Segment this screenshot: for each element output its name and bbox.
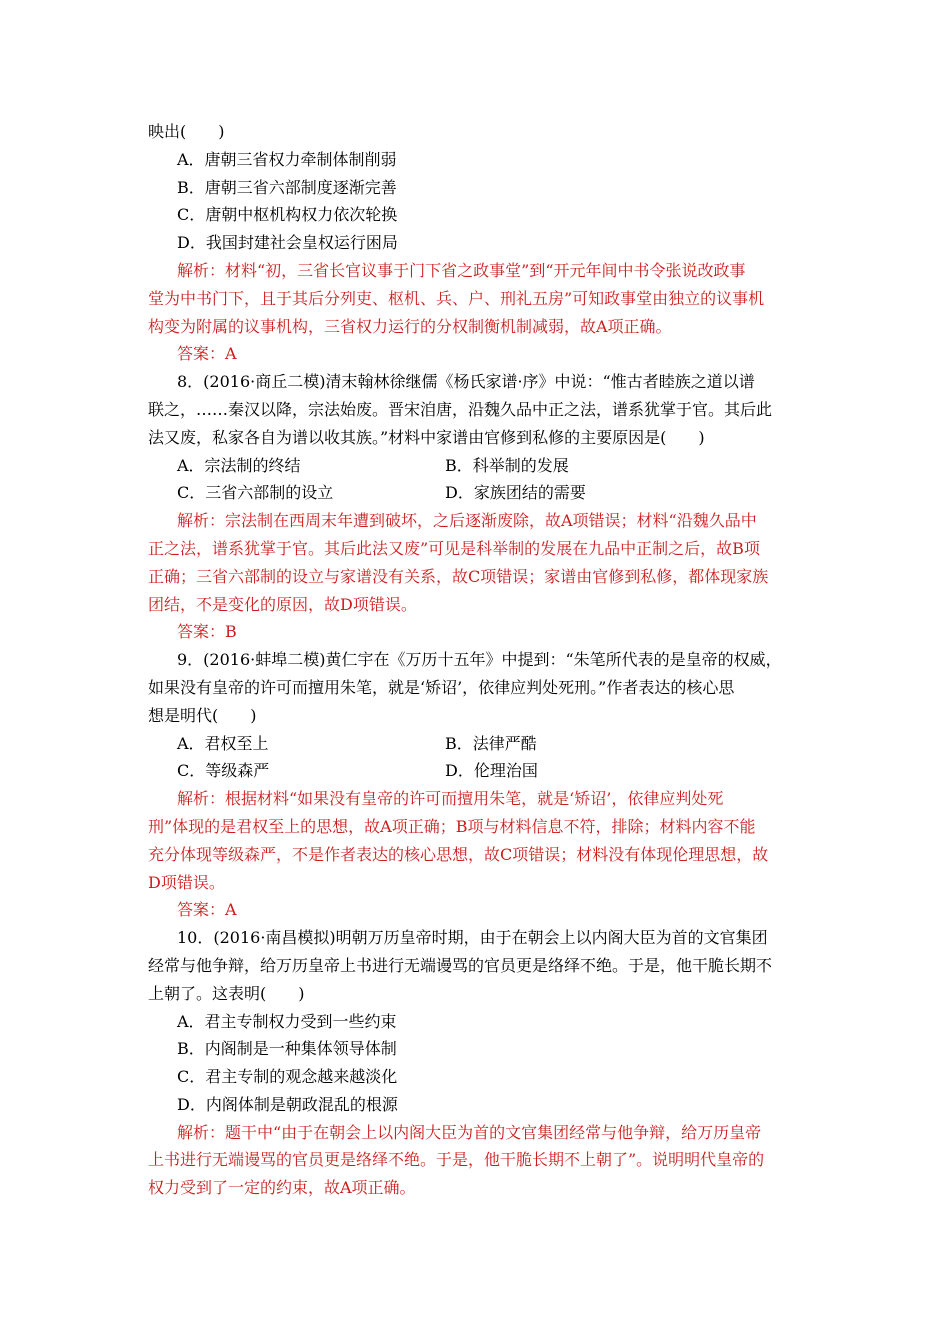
option-d: D．我国封建社会皇权运行困局 (177, 233, 398, 253)
option-a: A．宗法制的终结 (177, 455, 301, 475)
document-page (148, 118, 808, 1202)
analysis-line: 团结，不是变化的原因，故D项错误。 (148, 594, 417, 614)
analysis-line: 正确；三省六部制的设立与家谱没有关系，故C项错误；家谱由官修到私修，都体现家族 (148, 566, 769, 586)
option-b: B．唐朝三省六部制度逐渐完善 (177, 177, 397, 197)
option-a: A．唐朝三省权力牵制体制削弱 (177, 149, 397, 169)
question-10 (148, 924, 808, 1202)
option-row (148, 757, 808, 785)
option-d: D．家族团结的需要 (445, 483, 586, 503)
analysis-line: 正之法，谱系犹掌于官。其后此法又废”可见是科举制的发展在九品中正制之后，故B项 (148, 538, 760, 558)
analysis-line: 刑”体现的是君权至上的思想，故A项正确；B项与材料信息不符，排除；材料内容不能 (148, 816, 756, 836)
question-8 (148, 368, 808, 646)
option-b: B．科举制的发展 (445, 455, 569, 475)
option-c: C．等级森严 (177, 761, 270, 781)
analysis-line: 充分体现等级森严，不是作者表达的核心思想，故C项错误；材料没有体现伦理思想，故 (148, 844, 769, 864)
analysis-line: 解析：根据材料“如果没有皇帝的许可而擅用朱笔，就是‘矫诏’，依律应判处死 (177, 789, 724, 809)
option-row (148, 479, 808, 507)
answer: 答案：A (177, 344, 237, 364)
option-d: D．内阁体制是朝政混乱的根源 (177, 1094, 398, 1114)
option-a: A．君权至上 (177, 733, 269, 753)
analysis-line: 上书进行无端谩骂的官员更是络绎不绝。于是，他干脆长期不上朝了”。说明明代皇帝的 (148, 1150, 765, 1170)
question-stem-line: 法又废，私家各自为谱以收其族。”材料中家谱由官修到私修的主要原因是( ) (148, 427, 705, 447)
analysis-line: 权力受到了一定的约束，故A项正确。 (148, 1178, 416, 1198)
question-stem-line: 10．(2016·南昌模拟)明朝万历皇帝时期，由于在朝会上以内阁大臣为首的文官集团 (177, 928, 768, 948)
option-row (148, 452, 808, 480)
question-stem-line: 经常与他争辩，给万历皇帝上书进行无端谩骂的官员更是络绎不绝。于是，他干脆长期不 (148, 955, 773, 975)
option-row (148, 730, 808, 758)
analysis-line: D项错误。 (148, 872, 225, 892)
question-stem-line: 如果没有皇帝的许可而擅用朱笔，就是‘矫诏’，依律应判处死刑。”作者表达的核心思 (148, 677, 735, 697)
option-c: C．唐朝中枢机构权力依次轮换 (177, 205, 398, 225)
analysis-line: 堂为中书门下，且于其后分列吏、枢机、兵、户、刑礼五房”可知政事堂由独立的议事机 (148, 288, 765, 308)
option-d: D．伦理治国 (445, 761, 538, 781)
question-stem-line: 上朝了。这表明( ) (148, 983, 305, 1003)
analysis-line: 构变为附属的议事机构，三省权力运行的分权制衡机制减弱，故A项正确。 (148, 316, 672, 336)
analysis-line: 解析：宗法制在西周末年遭到破坏，之后逐渐废除，故A项错误；材料“沿魏久品中 (177, 511, 757, 531)
analysis-line: 解析：题干中“由于在朝会上以内阁大臣为首的文官集团经常与他争辩，给万历皇帝 (177, 1122, 762, 1142)
question-stem-line: 想是明代( ) (148, 705, 257, 725)
answer: 答案：A (177, 900, 237, 920)
analysis-line: 解析：材料“初，三省长官议事于门下省之政事堂”到“开元年间中书令张说改政事 (177, 260, 746, 280)
question-stem-line: 9．(2016·蚌埠二模)黄仁宇在《万历十五年》中提到：“朱笔所代表的是皇帝的权威， (177, 650, 782, 670)
question-stem-line: 8．(2016·商丘二模)清末翰林徐继儒《杨氏家谱·序》中说：“惟古者睦族之道以谱 (177, 372, 755, 392)
question-7 (148, 118, 808, 368)
answer: 答案：B (177, 622, 237, 642)
option-c: C．三省六部制的设立 (177, 483, 334, 503)
option-b: B．法律严酷 (445, 733, 537, 753)
question-9 (148, 646, 808, 924)
option-a: A．君主专制权力受到一些约束 (177, 1011, 397, 1031)
question-stem-line: 联之，……秦汉以降，宗法始废。晋宋洎唐，沿魏久品中正之法，谱系犹掌于官。其后此 (148, 399, 773, 419)
option-b: B．内阁制是一种集体领导体制 (177, 1039, 397, 1059)
option-c: C．君主专制的观念越来越淡化 (177, 1067, 398, 1087)
question-stem-tail: 映出( ) (148, 122, 225, 141)
